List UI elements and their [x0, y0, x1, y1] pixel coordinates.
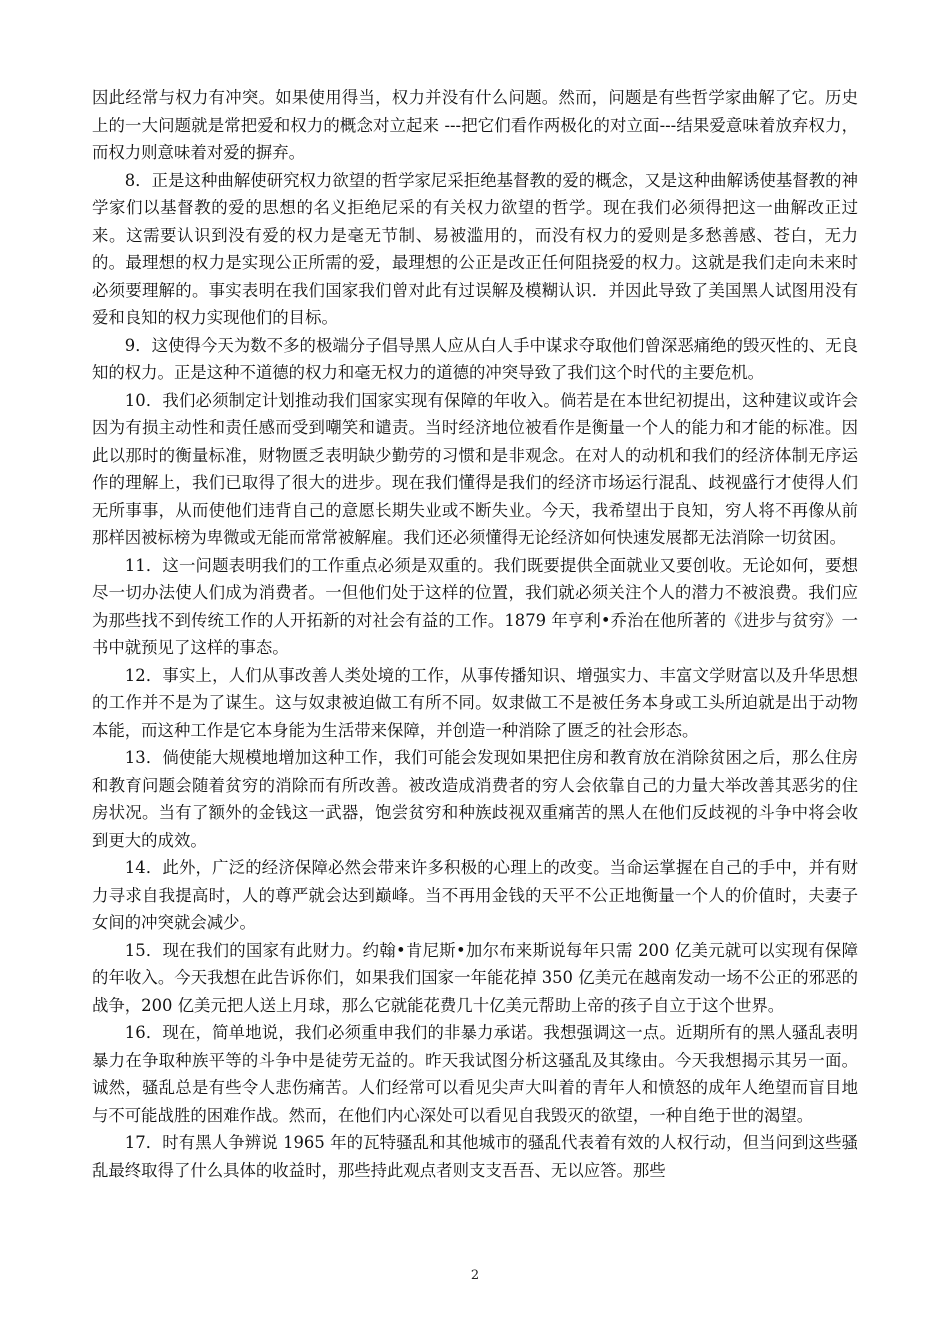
document-body: [92, 84, 858, 1184]
paragraph-13: 13．倘使能大规模地增加这种工作，我们可能会发现如果把住房和教育放在消除贫困之后，那么住房和教育问题会随着贫穷的消除而有所改善。被改造成消费者的穷人会依靠自己的力量大举改善其恶劣的住房状况。当有了额外的金钱这一武器，饱尝贫穷和种族歧视双重痛苦的黑人在他们反歧视的斗争中将会收到更大的成效。: [92, 748, 858, 850]
paragraph-9: 9．这使得今天为数不多的极端分子倡导黑人应从白人手中谋求夺取他们曾深恶痛绝的毁灭性的、无良知的权力。正是这种不道德的权力和毫无权力的道德的冲突导致了我们这个时代的主要危机。: [92, 335, 858, 382]
paragraph-17: 17．时有黑人争辨说 1965 年的瓦特骚乱和其他城市的骚乱代表着有效的人权行动，但当问到这些骚乱最终取得了什么具体的收益时，那些持此观点者则支支吾吾、无以应答。那些: [92, 1133, 858, 1180]
paragraph-14: 14．此外，广泛的经济保障必然会带来许多积极的心理上的改变。当命运掌握在自己的手中，并有财力寻求自我提高时，人的尊严就会达到巅峰。当不再用金钱的天平不公正地衡量一个人的价值时，夫妻子女间的冲突就会减少。: [92, 858, 858, 932]
paragraph-11: 11．这一问题表明我们的工作重点必须是双重的。我们既要提供全面就业又要创收。无论如何，要想尽一切办法使人们成为消费者。一但他们处于这样的位置，我们就必须关注个人的潜力不被浪费。我们应为那些找不到传统工作的人开拓新的对社会有益的工作。1879 年亨利•乔治在他所著的《进步与贫穷》一书中就预见了这样的事态。: [92, 555, 858, 657]
paragraph-continued: 因此经常与权力有冲突。如果使用得当，权力并没有什么问题。然而，问题是有些哲学家曲解了它。历史上的一大问题就是常把爱和权力的概念对立起来 ---把它们看作两极化的对立面---结果爱意味着放弃权力，而权力则意味着对爱的摒弃。: [92, 88, 858, 162]
paragraph-15: 15．现在我们的国家有此财力。约翰•肯尼斯•加尔布来斯说每年只需 200 亿美元就可以实现有保障的年收入。今天我想在此告诉你们，如果我们国家一年能花掉 350 亿美元在越南发动一场不公正的邪恶的战争，200 亿美元把人送上月球，那么它就能花费几十亿美元帮助上帝的孩子自立于这个世界。: [92, 940, 858, 1015]
paragraph-10: 10．我们必须制定计划推动我们国家实现有保障的年收入。倘若是在本世纪初提出，这种建议或许会因为有损主动性和责任感而受到嘲笑和谴责。当时经济地位被看作是衡量一个人的能力和才能的标准。因此以那时的衡量标准，财物匮乏表明缺少勤劳的习惯和是非观念。在对人的动机和我们的经济体制无序运作的理解上，我们已取得了很大的进步。现在我们懂得是我们的经济市场运行混乱、歧视盛行才使得人们无所事事，从而使他们违背自己的意愿长期失业或不断失业。今天，我希望出于良知，穷人将不再像从前那样因被标榜为卑微或无能而常常被解雇。我们还必须懂得无论经济如何快速发展都无法消除一切贫困。: [92, 390, 858, 547]
paragraph-8: 8．正是这种曲解使研究权力欲望的哲学家尼采拒绝基督教的爱的概念，又是这种曲解诱使基督教的神学家们以基督教的爱的思想的名义拒绝尼采的有关权力欲望的哲学。现在我们必须得把这一曲解改正过来。这需要认识到没有爱的权力是毫无节制、易被滥用的，而没有权力的爱则是多愁善感、苍白，无力的。最理想的权力是实现公正所需的爱，最理想的公正是改正任何阻挠爱的权力。这就是我们走向未来时必须要理解的。事实表明在我们国家我们曾对此有过误解及模糊认识．并因此导致了美国黑人试图用没有爱和良知的权力实现他们的目标。: [92, 170, 858, 327]
page-number: 2: [470, 1268, 480, 1283]
paragraph-12: 12．事实上，人们从事改善人类处境的工作，从事传播知识、增强实力、丰富文学财富以及升华思想的工作并不是为了谋生。这与奴隶被迫做工有所不同。奴隶做工不是被任务本身或工头所迫就是出于动物本能，而这种工作是它本身能为生活带来保障，并创造一种消除了匮乏的社会形态。: [92, 665, 858, 740]
paragraph-16: 16．现在，简单地说，我们必须重申我们的非暴力承诺。我想强调这一点。近期所有的黑人骚乱表明暴力在争取种族平等的斗争中是徒劳无益的。昨天我试图分析这骚乱及其缘由。今天我想揭示其另一面。诚然，骚乱总是有些令人悲伤痛苦。人们经常可以看见尖声大叫着的青年人和愤怒的成年人绝望而盲目地与不可能战胜的困难作战。然而，在他们内心深处可以看见自我毁灭的欲望，一种自绝于世的渴望。: [92, 1023, 858, 1125]
